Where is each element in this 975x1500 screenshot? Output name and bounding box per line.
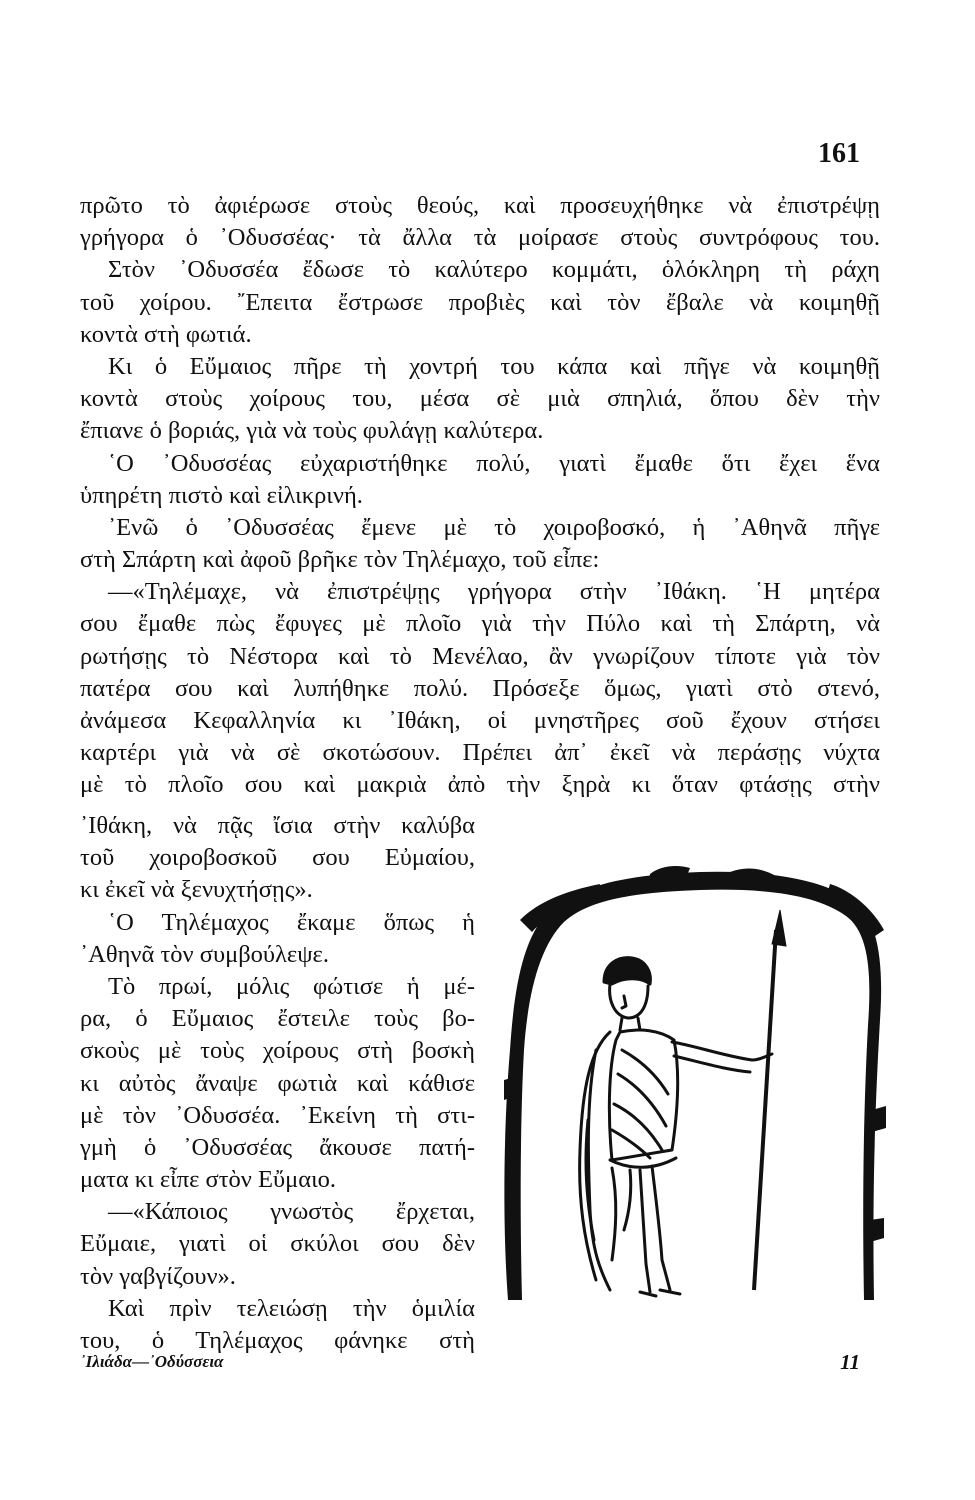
text-line: καρτέρι γιὰ νὰ σὲ σκοτώσουν. Πρέπει ἀπ᾿ ἐκεῖ νὰ περάσῃς νύχτα [80, 739, 880, 767]
text-line: σου ἔμαθε πὼς ἔφυγες μὲ πλοῖο γιὰ τὴν Πύλο καὶ τὴ Σπάρτη, νὰ [80, 610, 880, 638]
text-line: πρῶτο τὸ ἀφιέρωσε στοὺς θεούς, καὶ προσευχήθηκε νὰ ἐπιστρέψῃ [80, 192, 880, 219]
text-line: γμὴ ὁ ᾿Οδυσσέας ἄκουσε πατή- [80, 1133, 475, 1161]
text-line: Κι ὁ Εὔμαιος πῆρε τὴ χοντρή του κάπα καὶ πῆγε νὰ κοιμηθῇ [108, 352, 880, 380]
page-footer [80, 1352, 860, 1382]
text-line: ῾Ο ᾿Οδυσσέας εὐχαριστήθηκε πολύ, γιατὶ ἔμαθε ὅτι ἔχει ἕνα [108, 449, 880, 477]
text-line: γρήγορα ὁ ᾿Οδυσσέας· τὰ ἄλλα τὰ μοίρασε στοὺς συντρόφους του. [80, 224, 880, 252]
text-line: κοντὰ στὴ φωτιά. [80, 320, 252, 348]
telemachus-illustration [500, 860, 890, 1310]
text-line: —«Τηλέμαχε, νὰ ἐπιστρέψῃς γρήγορα στὴν ᾿Ιθάκη. ῾Η μητέρα [108, 578, 880, 606]
text-line: σκοὺς μὲ τοὺς χοίρους στὴ βοσκὴ [80, 1037, 475, 1065]
text-line: στὴ Σπάρτη καὶ ἀφοῦ βρῆκε τὸν Τηλέμαχο, τοῦ εἶπε: [80, 546, 600, 574]
page-number: 161 [818, 138, 860, 169]
narrow-text [80, 810, 475, 1357]
text-line: Στὸν ᾿Οδυσσέα ἔδωσε τὸ καλύτερο κομμάτι, ὁλόκληρη τὴ ράχη [108, 256, 880, 284]
text-line: ματα κι εἶπε στὸν Εὔμαιο. [80, 1166, 337, 1194]
text-line: ἀνάμεσα Κεφαλληνία κι ᾿Ιθάκη, οἱ μνηστῆρες σοῦ ἔχουν στήσει [80, 707, 880, 734]
figure [580, 958, 772, 1296]
text-line: ᾿Ενῶ ὁ ᾿Οδυσσέας ἔμενε μὲ τὸ χοιροβοσκό, ἡ ᾿Αθηνᾶ πῆγε [108, 513, 880, 541]
text-line: μὲ τὸν ᾿Οδυσσέα. ᾿Εκείνη τὴ στι- [80, 1101, 475, 1129]
text-line: —«Κάποιος γνωστὸς ἔρχεται, [108, 1198, 475, 1226]
signature-number: 11 [840, 1350, 860, 1374]
text-line: ρωτήσῃς τὸ Νέστορα καὶ τὸ Μενέλαο, ἂν γνωρίζουν τίποτε γιὰ τὸν [80, 642, 880, 670]
text-line: ἔπιανε ὁ βοριάς, γιὰ νὰ τοὺς φυλάγῃ καλύτερα. [80, 417, 544, 445]
text-line: τοῦ χοιροβοσκοῦ σου Εὐμαίου, [80, 844, 475, 872]
text-line: κι ἐκεῖ νὰ ξενυχτήσῃς». [80, 876, 313, 904]
text-line: ὑπηρέτη πιστὸ καὶ εἰλικρινή. [80, 481, 363, 509]
text-line: τοῦ χοίρου. ῎Επειτα ἔστρωσε προβιὲς καὶ τὸν ἔβαλε νὰ κοιμηθῇ [80, 288, 880, 316]
text-line: κοντὰ στοὺς χοίρους του, μέσα σὲ μιὰ σπηλιά, ὅπου δὲν τὴν [80, 385, 880, 413]
main-text [80, 190, 880, 802]
book-title: ᾿Ιλιάδα—᾿Οδύσσεια [80, 1352, 224, 1371]
text-line: Καὶ πρὶν τελειώσῃ τὴν ὁμιλία [108, 1294, 475, 1322]
text-line: ᾿Αθηνᾶ τὸν συμβούλεψε. [80, 940, 329, 968]
text-line: ᾿Ιθάκη, νὰ πᾷς ἴσια στὴν καλύβα [80, 812, 475, 839]
text-line: κι αὐτὸς ἄναψε φωτιὰ καὶ κάθισε [80, 1069, 475, 1097]
text-line: τὸν γαβγίζουν». [80, 1262, 236, 1290]
cave-frame [504, 866, 886, 1300]
text-line: Εὔμαιε, γιατὶ οἱ σκύλοι σου δὲν [80, 1230, 475, 1258]
spear [754, 910, 786, 1290]
text-line: ρα, ὁ Εὔμαιος ἔστειλε τοὺς βο- [80, 1005, 475, 1033]
text-line: μὲ τὸ πλοῖο σου καὶ μακριὰ ἀπὸ τὴν ξηρὰ κι ὅταν φτάσῃς στὴν [80, 771, 880, 799]
text-line: πατέρα σου καὶ λυπήθηκε πολύ. Πρόσεξε ὅμως, γιατὶ στὸ στενό, [80, 674, 880, 702]
text-line: του, ὁ Τηλέμαχος φάνηκε στὴ [80, 1327, 475, 1354]
text-line: ῾Ο Τηλέμαχος ἔκαμε ὅπως ἡ [108, 908, 475, 936]
text-line: Τὸ πρωί, μόλις φώτισε ἡ μέ- [108, 972, 475, 1000]
